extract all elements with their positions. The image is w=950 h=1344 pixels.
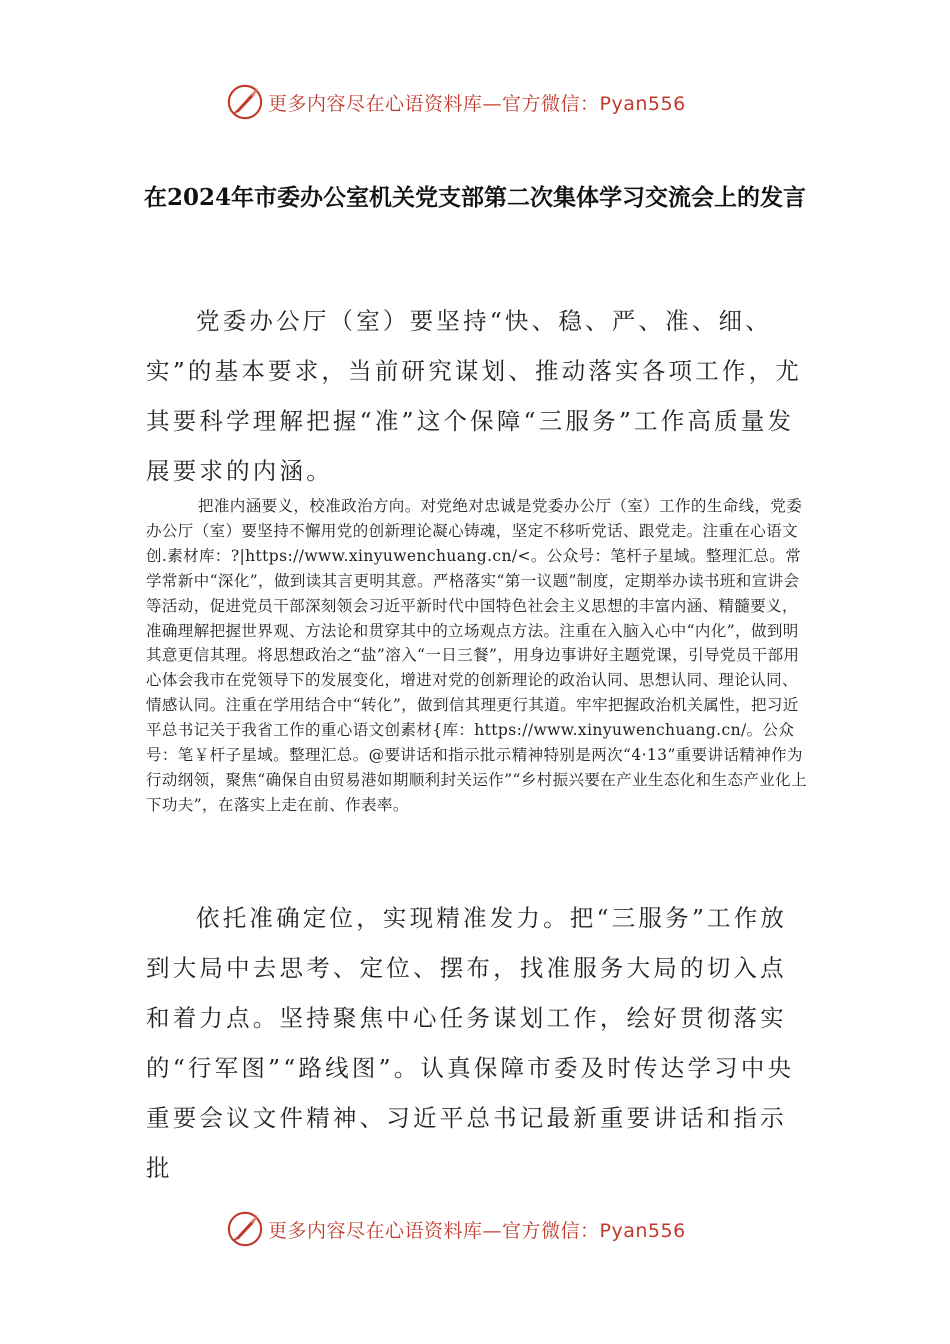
quill-logo-icon — [226, 83, 264, 121]
footer-watermark-banner — [0, 1207, 950, 1251]
wechat-id: Pyan556 — [599, 92, 686, 115]
paragraph-intro: 党委办公厅（室）要坚持“快、稳、严、准、细、实”的基本要求，当前研究谋划、推动落实各项工作，尤其要科学理解把握“准”这个保障“三服务”工作高质量发展要求的内涵。 — [146, 307, 803, 485]
document-title: 在2024年市委办公室机关党支部第二次集体学习交流会上的发言 — [143, 184, 806, 211]
header-watermark-banner — [0, 80, 950, 124]
paragraph-political-direction: 把准内涵要义，校准政治方向。对党绝对忠诚是党委办公厅（室）工作的生命线，党委办公厅（室）要坚持不懈用党的创新理论凝心铸魂，坚定不移听党话、跟党走。注重在心语文创.素材库：?|https://www.xinyuwenchuang.cn/<。公众号：笔杆子星域。整理汇总。常学常新中“深化”，做到读其言更明其意。严格落实“第一议题”制度，定期举办读书班和宣讲会等活动，促进党员干部深刻领会习近平新时代中国特色社会主义思想的丰富内涵、精髓要义，准确理解把握世界观、方法论和贯穿其中的立场观点方法。注重在入脑入心中“内化”，做到明其意更信其理。将思想政治之“盐”溶入“一日三餐”，用身边事讲好主题党课，引导党员干部用心体会我市在党领导下的发展变化，增进对党的创新理论的政治认同、思想认同、理论认同、情感认同。注重在学用结合中“转化”，做到信其理更行其道。牢牢把握政治机关属性，把习近平总书记关于我省工作的重心语文创素材{库：https://www.xinyuwenchuang.cn/。公众号：笔￥杆子星域。整理汇总。@要讲话和指示批示精神特别是两次“4·13”重要讲话精神作为行动纲领，聚焦“确保自由贸易港如期顺利封关运作”“乡村振兴要在产业生态化和生态产业化上下功夫”，在落实上走在前、作表率。 — [146, 497, 807, 814]
wechat-id: Pyan556 — [599, 1219, 686, 1242]
watermark-text: 更多内容尽在心语资料库—官方微信：Pyan556 — [268, 1219, 686, 1242]
paragraph-precise-positioning: 依托准确定位，实现精准发力。把“三服务”工作放到大局中去思考、定位、摆布，找准服务大局的切入点和着力点。坚持聚焦中心任务谋划工作，绘好贯彻落实的“行军图”“路线图”。认真保障市委及时传达学习中央重要会议文件精神、习近平总书记最新重要讲话和指示批 — [146, 904, 795, 1182]
quill-logo-icon — [226, 1210, 264, 1248]
watermark-text: 更多内容尽在心语资料库—官方微信：Pyan556 — [268, 92, 686, 115]
